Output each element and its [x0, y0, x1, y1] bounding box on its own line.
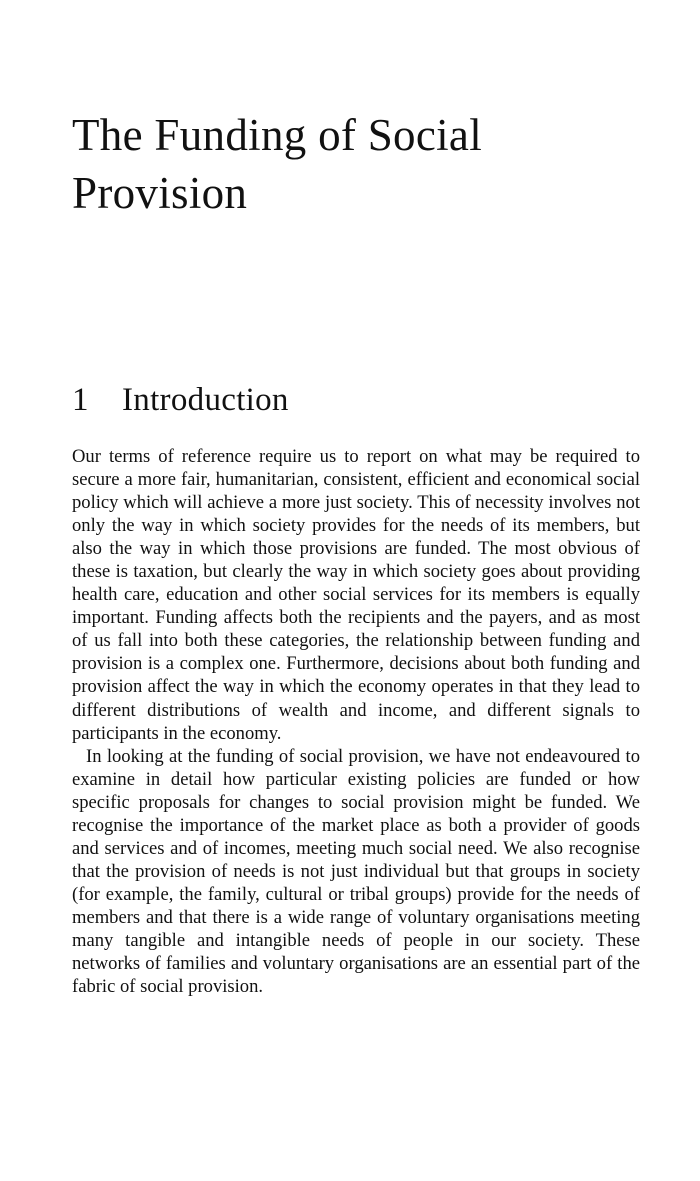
section-heading — [72, 380, 289, 420]
section-title: Introduction — [122, 382, 289, 418]
paragraph-2: In looking at the funding of social provision, we have not endeavoured to examine in detail how particular existing policies are funded or how specific proposals for changes to social provision might be funded. We recognise the importance of the market place as both a provider of goods and services and of incomes, meeting much social need. We also recognise that the provision of needs is not just individual but that groups in society (for example, the family, cultural or tribal groups) provide for the needs of members and that there is a wide range of voluntary organisations meeting many tangible and intangible needs of people in our society. These networks of families and voluntary organisations are an essential part of the fabric of social provision. — [72, 745, 640, 998]
body-text — [72, 445, 640, 998]
paragraph-1: Our terms of reference require us to report on what may be required to secure a more fair, humanitarian, consistent, efficient and economical social policy which will achieve a more just society. This of necessity involves not only the way in which society provides for the needs of its members, but also the way in which those provisions are funded. The most obvious of these is taxation, but clearly the way in which society goes about providing health care, education and other social services for its members is equally important. Funding affects both the recipients and the payers, and as most of us fall into both these categories, the relationship between funding and provision is a complex one. Furthermore, decisions about both funding and provision affect the way in which the economy operates in that they lead to different distributions of wealth and income, and different signals to participants in the economy. — [72, 446, 640, 744]
section-number: 1 — [72, 382, 89, 418]
document-title: The Funding of Social Provision — [72, 110, 483, 218]
